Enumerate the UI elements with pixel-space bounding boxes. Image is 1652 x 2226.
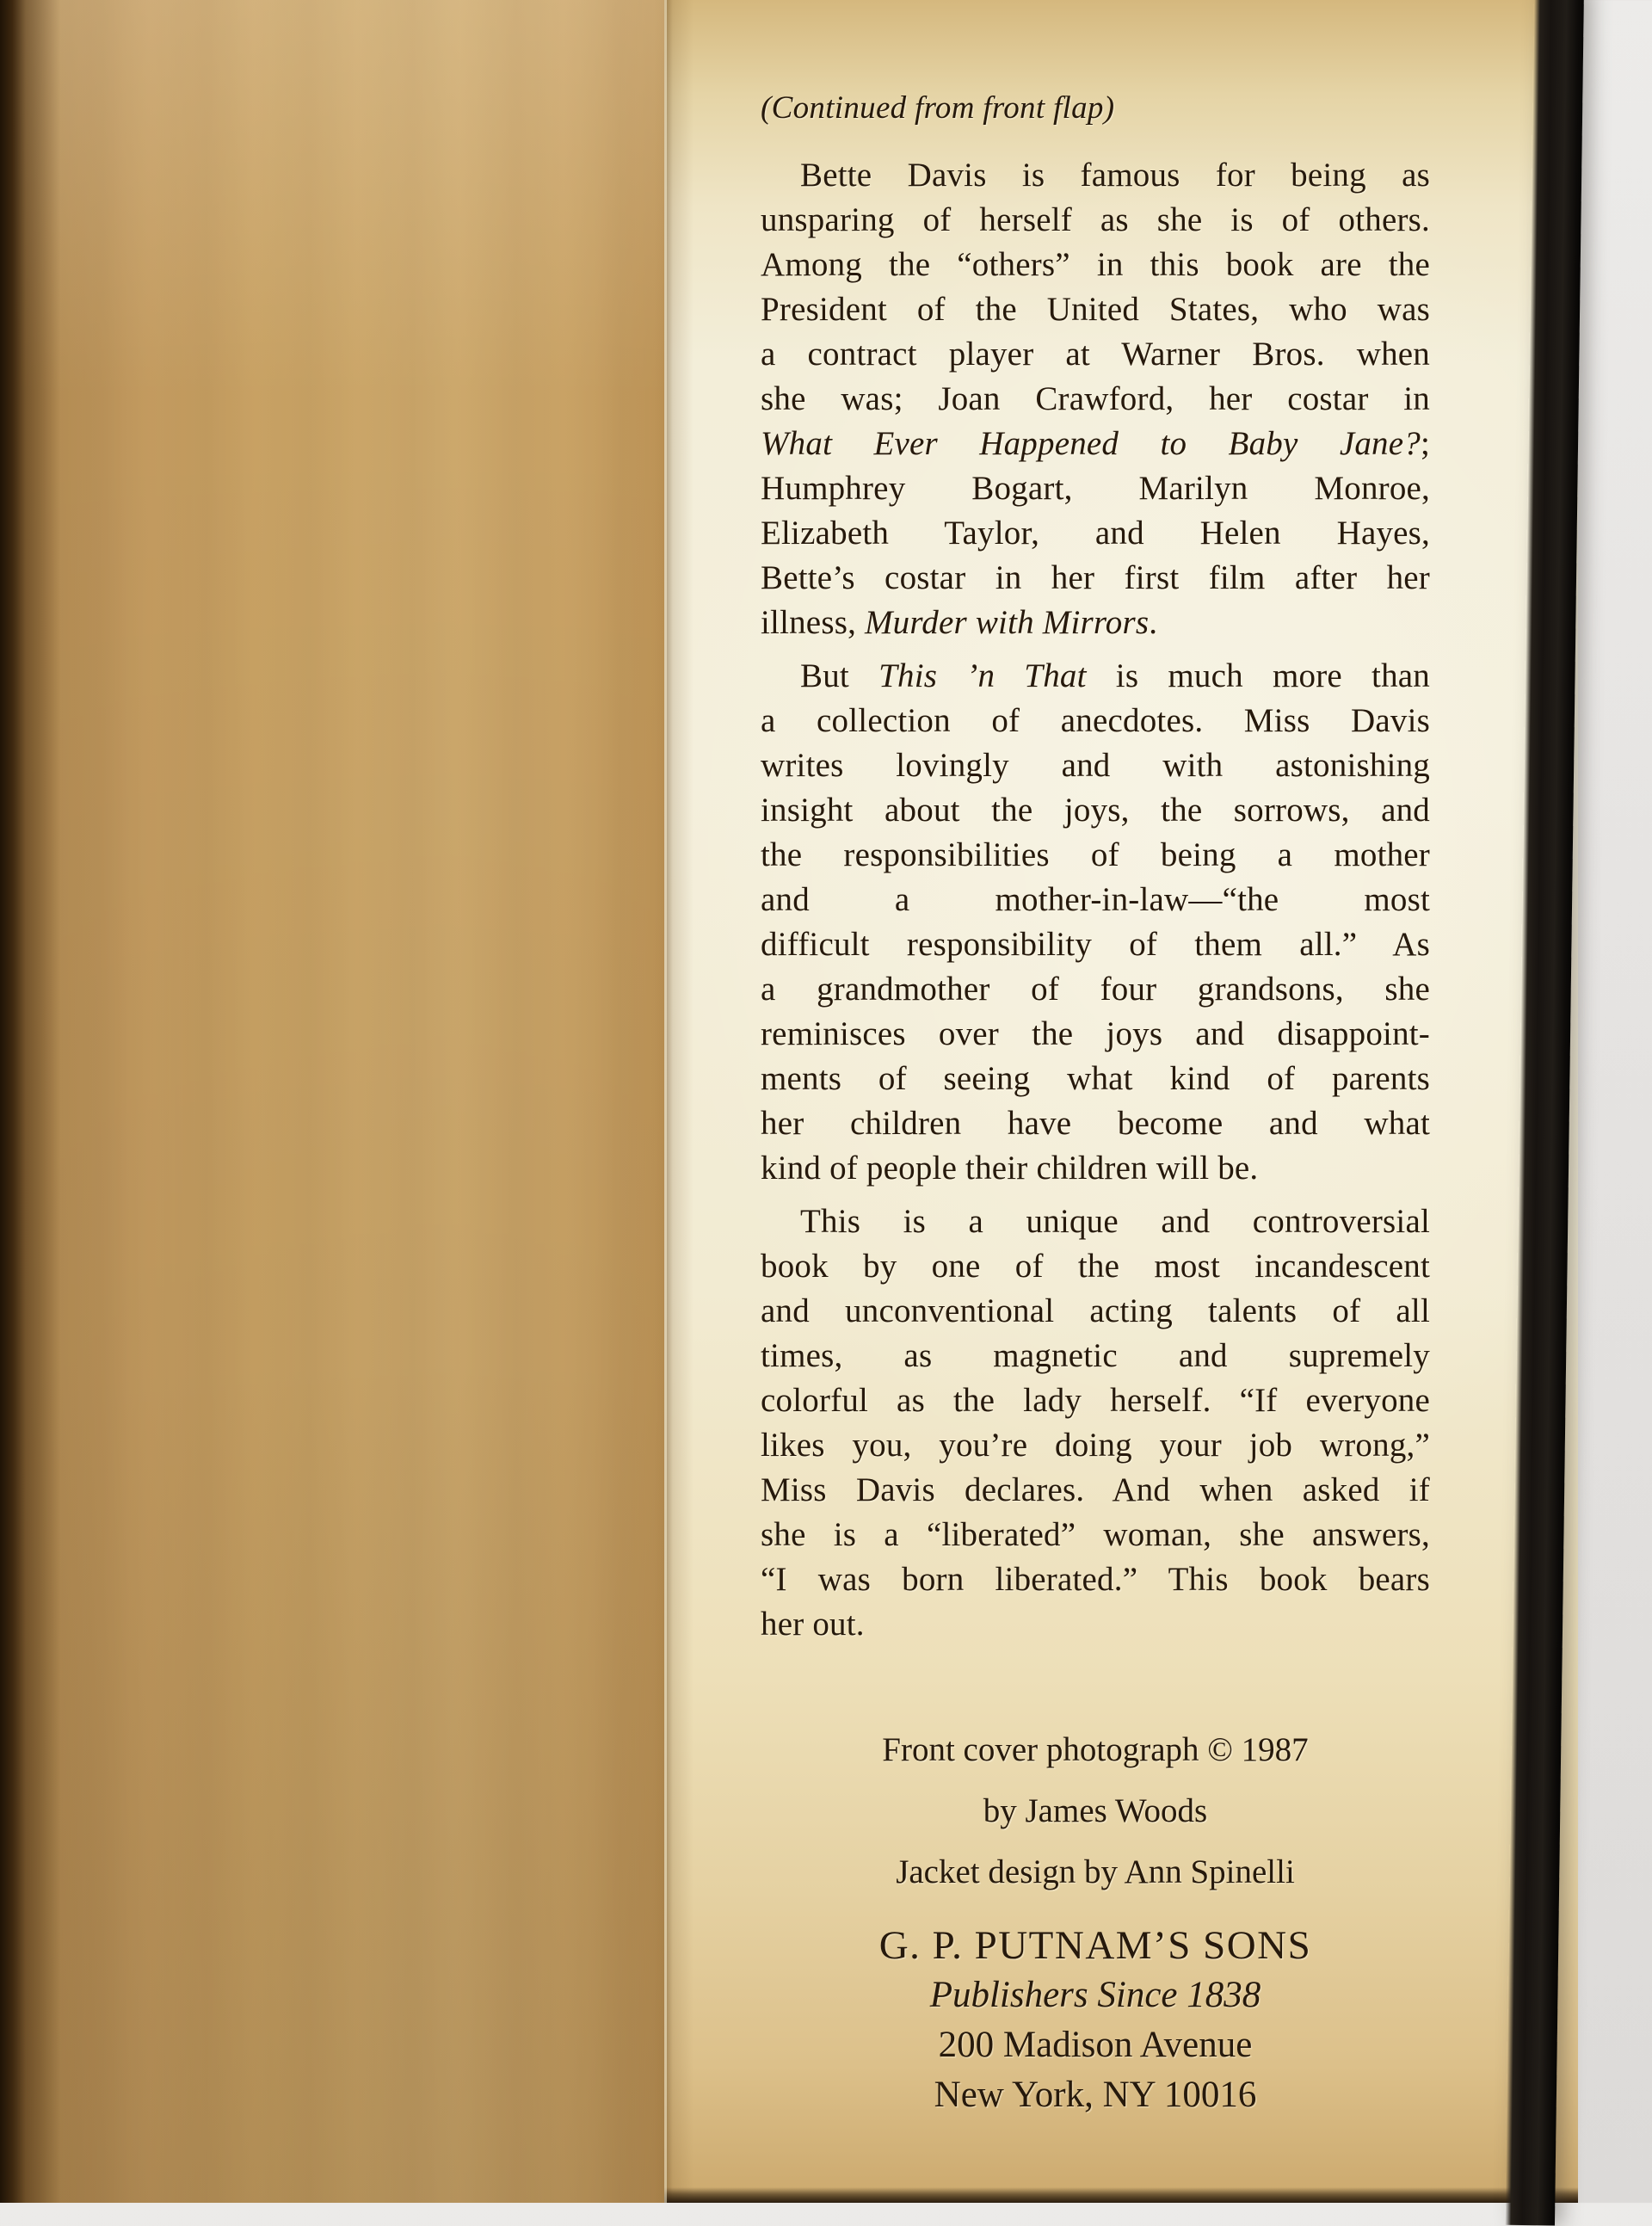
text-line	[761, 1012, 1430, 1057]
text-segment: ments of seeing what kind of parents	[761, 1060, 1430, 1097]
text-line	[761, 243, 1430, 287]
text-line	[761, 1199, 1430, 1244]
publisher-name: G. P. PUTNAM’S SONS	[878, 1923, 1312, 1968]
text-line	[761, 511, 1430, 556]
text-segment: Bette’s costar in her first film after her	[761, 559, 1430, 596]
text-line	[761, 377, 1430, 422]
text-line	[761, 1513, 1430, 1557]
text-segment: and unconventional acting talents of all	[761, 1292, 1430, 1329]
credit-line: Front cover photograph © 1987	[882, 1731, 1309, 1768]
text-segment: the responsibilities of being a mother	[761, 836, 1430, 873]
board-texture	[0, 0, 669, 2203]
text-segment: is much more than	[1086, 657, 1430, 694]
text-segment: her out.	[761, 1606, 865, 1643]
publisher-tagline: Publishers Since 1838	[929, 1975, 1261, 2015]
text-segment: times, as magnetic and supremely	[761, 1337, 1430, 1374]
paragraph	[761, 654, 1430, 1191]
credits-block	[761, 1719, 1430, 1902]
flap-copy	[761, 153, 1430, 1647]
text-segment: a contract player at Warner Bros. when	[761, 336, 1430, 373]
text-line	[761, 922, 1430, 967]
text-segment: ;	[1420, 425, 1430, 462]
gutter-shadow	[0, 0, 60, 2203]
text-line	[761, 1146, 1430, 1191]
text-line	[761, 1334, 1430, 1378]
credit-line: by James Woods	[983, 1792, 1208, 1829]
text-segment: and a mother-in-law—“the most	[761, 881, 1430, 918]
text-line	[761, 287, 1430, 332]
text-line	[761, 967, 1430, 1012]
paragraph	[761, 153, 1430, 645]
text-line	[761, 699, 1430, 743]
text-segment: difficult responsibility of them all.” As	[761, 926, 1430, 963]
text-segment: “I was born liberated.” This book bears	[761, 1561, 1430, 1598]
text-segment: President of the United States, who was	[761, 291, 1430, 328]
text-line	[761, 1057, 1430, 1101]
text-line	[761, 1244, 1430, 1289]
text-line	[761, 332, 1430, 377]
text-line	[761, 556, 1430, 601]
text-segment: unsparing of herself as she is of others.	[761, 201, 1430, 238]
text-segment: illness,	[761, 604, 865, 641]
text-segment: This is a unique and controversial	[800, 1203, 1430, 1240]
italic-title-text: What Ever Happened to Baby Jane?	[761, 425, 1421, 462]
text-line	[761, 1378, 1430, 1423]
text-line	[761, 1423, 1430, 1468]
flap-bottom-shadow	[664, 2187, 1578, 2203]
italic-title-text: This ’n That	[878, 657, 1087, 694]
text-segment: Humphrey Bogart, Marilyn Monroe,	[761, 470, 1430, 507]
text-segment: Elizabeth Taylor, and Helen Hayes,	[761, 515, 1430, 552]
text-segment: .	[1149, 604, 1158, 641]
text-segment: Bette Davis is famous for being as	[800, 157, 1430, 194]
text-segment: writes lovingly and with astonishing	[761, 747, 1430, 784]
text-line	[761, 833, 1430, 878]
text-segment: she is a “liberated” woman, she answers,	[761, 1516, 1430, 1553]
text-line	[761, 1101, 1430, 1146]
jacket-back-flap	[664, 0, 1578, 2203]
text-segment: But	[800, 657, 879, 694]
text-segment: a grandmother of four grandsons, she	[761, 971, 1430, 1008]
text-segment: likes you, you’re doing your job wrong,”	[761, 1427, 1430, 1464]
text-line	[761, 1289, 1430, 1334]
continued-note: (Continued from front flap)	[761, 90, 1115, 126]
credit-line: Jacket design by Ann Spinelli	[896, 1853, 1295, 1890]
text-segment: her children have become and what	[761, 1105, 1430, 1142]
text-line	[761, 1468, 1430, 1513]
publisher-address-line1: 200 Madison Avenue	[938, 2025, 1253, 2065]
text-line	[761, 878, 1430, 922]
text-line	[761, 422, 1430, 466]
text-segment: reminisces over the joys and disappoint-	[761, 1015, 1430, 1052]
text-segment: a collection of anecdotes. Miss Davis	[761, 702, 1430, 739]
text-segment: Among the “others” in this book are the	[761, 246, 1430, 283]
text-segment: book by one of the most incandescent	[761, 1248, 1430, 1285]
text-line	[761, 1602, 1430, 1647]
text-line	[761, 198, 1430, 243]
text-segment: kind of people their children will be.	[761, 1150, 1259, 1187]
text-segment: Miss Davis declares. And when asked if	[761, 1471, 1430, 1508]
text-line	[761, 153, 1430, 198]
text-line	[761, 1557, 1430, 1602]
publisher-block	[761, 1921, 1430, 2120]
text-line	[761, 654, 1430, 699]
publisher-address-line2: New York, NY 10016	[934, 2075, 1257, 2115]
text-line	[761, 601, 1430, 645]
text-line	[761, 466, 1430, 511]
text-segment: colorful as the lady herself. “If everyone	[761, 1382, 1430, 1419]
text-line	[761, 788, 1430, 833]
italic-title-text: Murder with Mirrors	[864, 604, 1150, 641]
paragraph	[761, 1199, 1430, 1647]
text-segment: insight about the joys, the sorrows, and	[761, 792, 1430, 829]
text-segment: she was; Joan Crawford, her costar in	[761, 380, 1430, 417]
text-line	[761, 743, 1430, 788]
